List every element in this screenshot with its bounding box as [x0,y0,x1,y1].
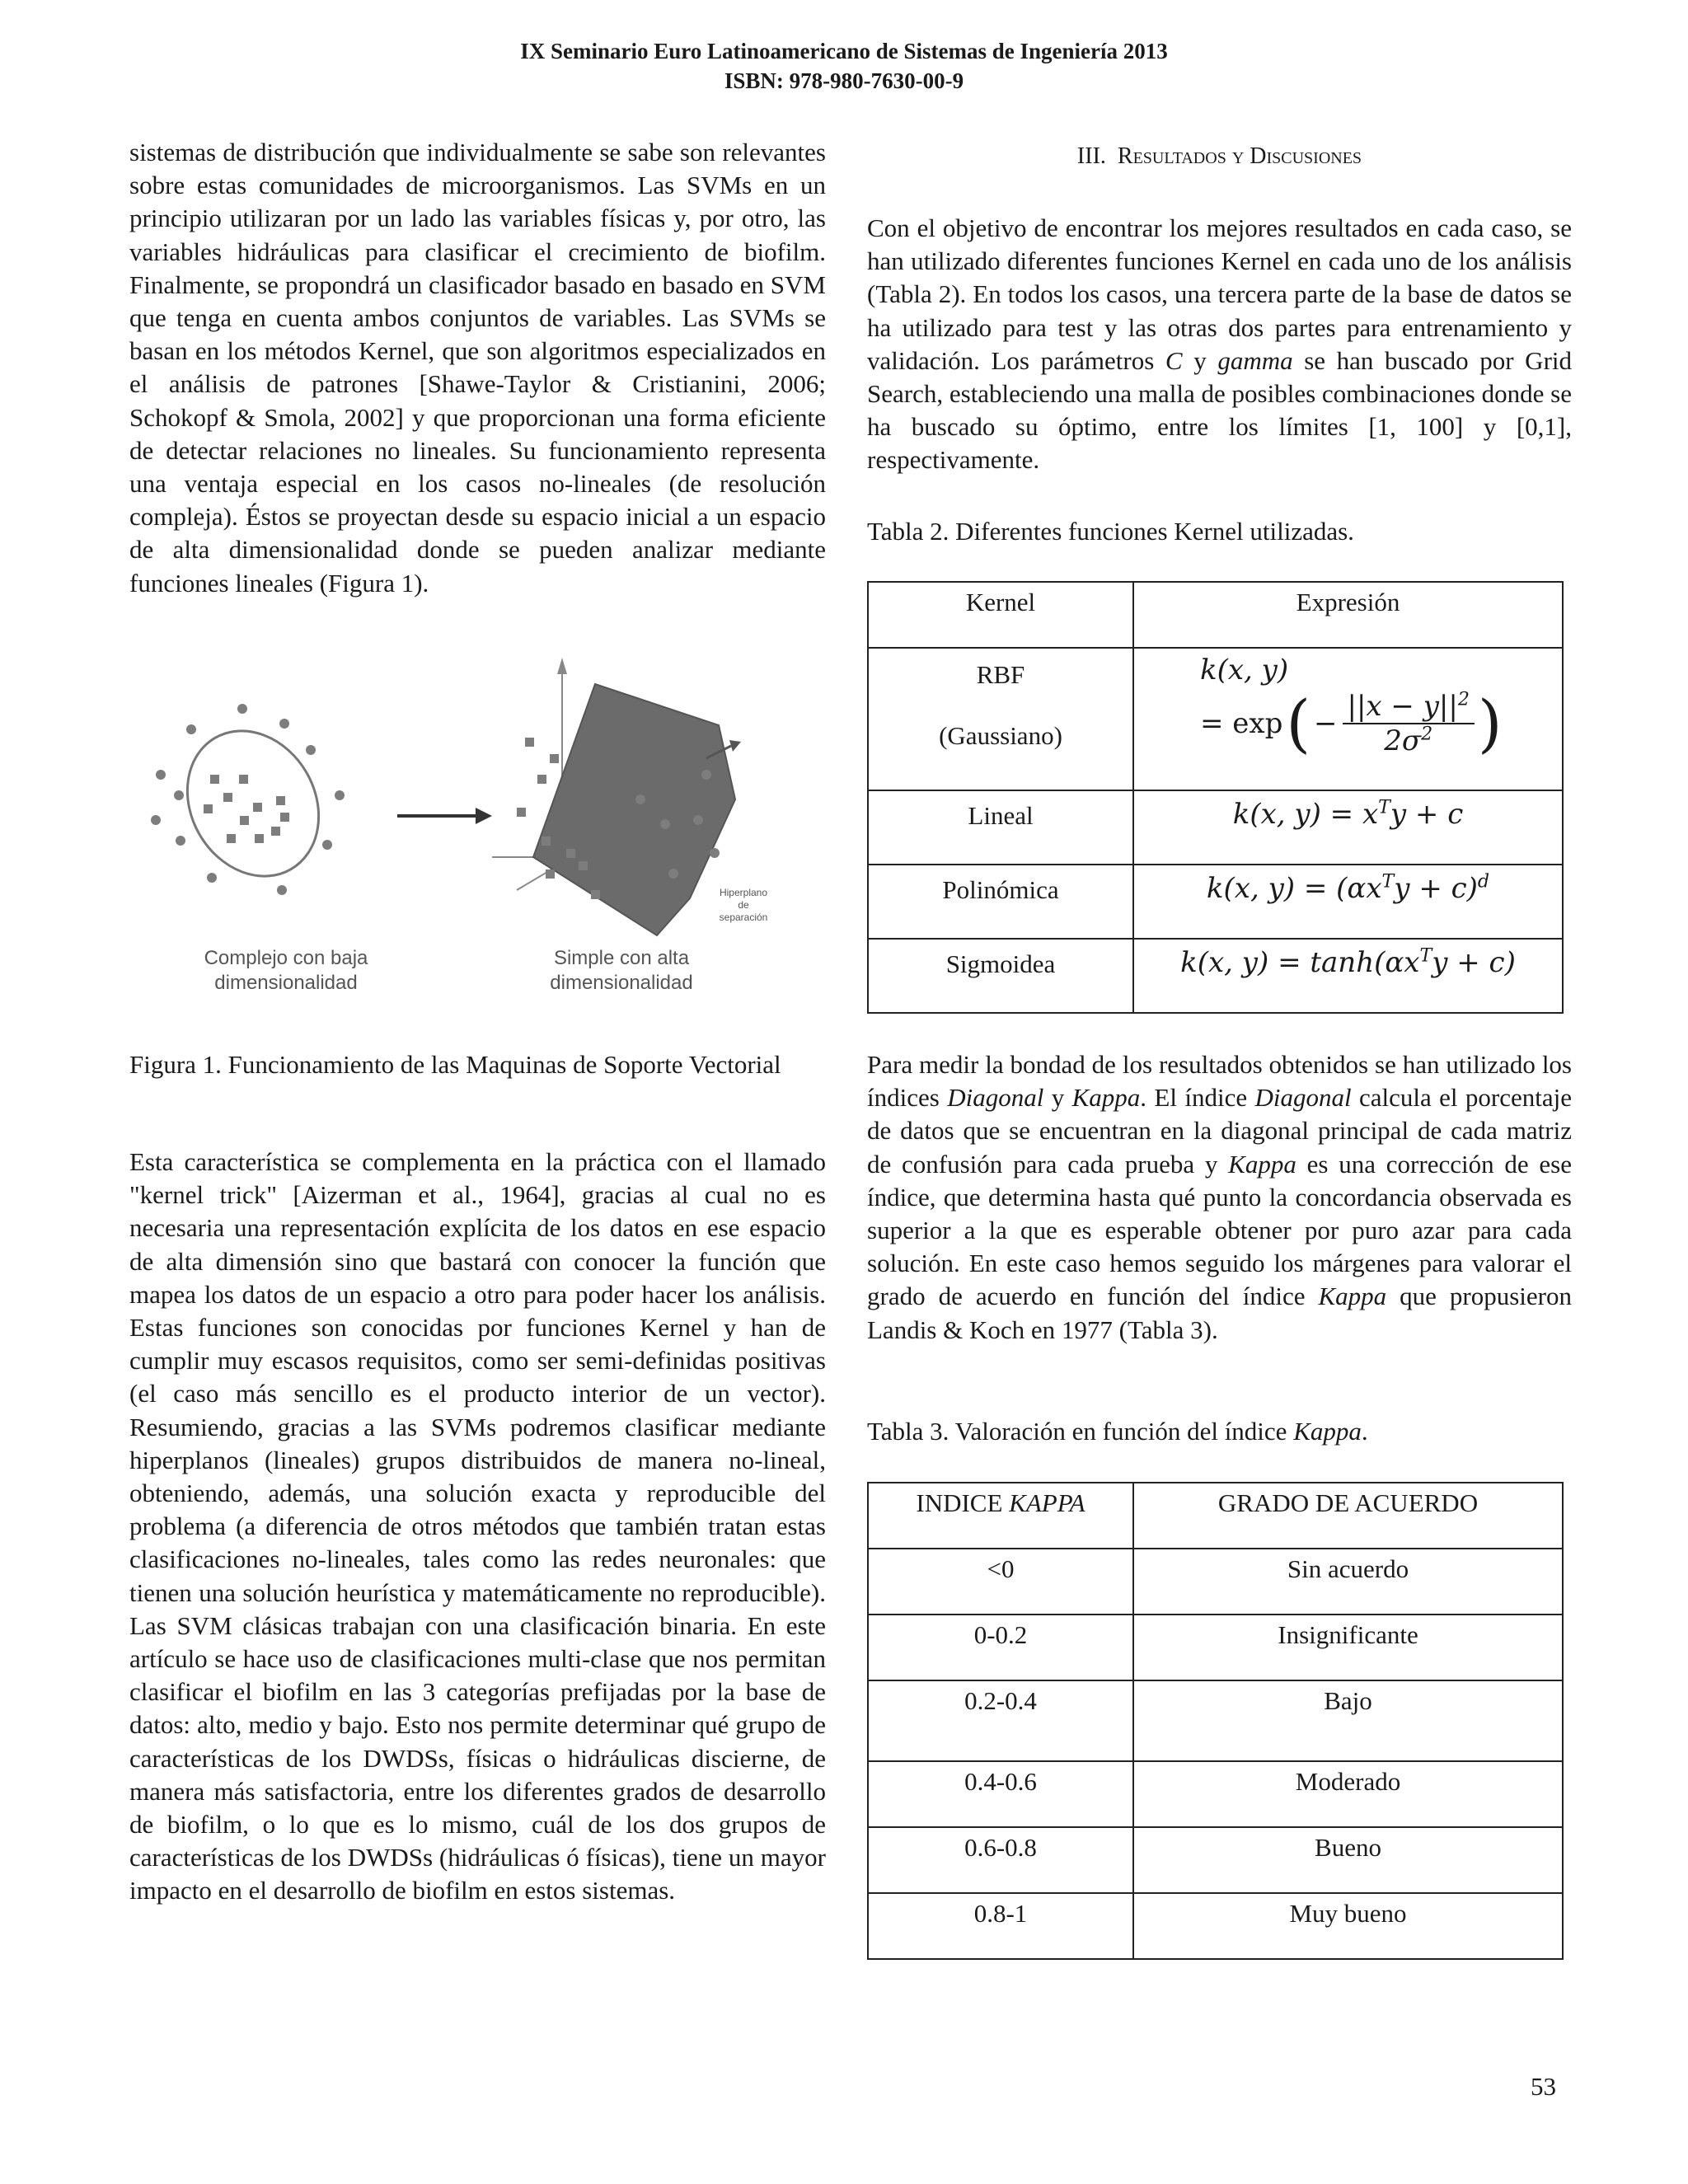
p2-kappa-1: Kappa [1071,1083,1141,1113]
rbf-numerator-text: ||x − y|| [1347,690,1458,723]
table3-range-3: 0.4-0.6 [868,1761,1133,1827]
left-panel-label-2: dimensionalidad [214,972,358,994]
section-number: III. [1076,143,1106,169]
table2-kernel-rbf [868,648,1133,790]
table2-row-sigm [868,939,1563,1013]
table2-row-rbf [868,648,1563,790]
table-kernels [867,581,1564,1014]
p2-diagonal-2: Diagonal [1254,1083,1352,1113]
table2-expr-poli [1133,865,1563,939]
rbf-subname: (Gaussiano) [939,721,1062,750]
transform-arrow [397,808,492,824]
left-column-top [129,136,826,600]
right-paragraph-2 [867,1048,1572,1347]
right-panel [492,658,767,935]
table3-header-index-text: INDICE [916,1488,1010,1517]
figure-caption-block [129,1048,826,1081]
p1-text-a: Con el objetivo de encontrar los mejores resultados en cada caso, se han utilizado diferentes funciones Kernel en cada uno de los análisis (Tabla 2). En todos los casos, una tercera parte de la base de datos se ha utilizado para test y las otras dos partes para entrenamiento y validación. Los parámetros [867,213,1572,375]
table3-caption-block [867,1415,1572,1448]
page-number: 53 [1531,2072,1556,2101]
poli-expr-tail: y + c) [1394,872,1478,905]
rbf-numerator [1343,690,1475,724]
table3-grade-5: Muy bueno [1133,1893,1563,1959]
table2-kernel-poli: Polinómica [868,865,1133,939]
table3-header-grade: GRADO DE ACUERDO [1133,1483,1563,1549]
p2-text-e: es una corrección de ese índice, que determina hasta qué punto la concordancia observada es superior a la que es esperable obtener por puro azar para cada solución. En este caso hemos seguido los márgenes para valorar el grado de acuerdo en función del índice [867,1149,1572,1311]
table3-range-2: 0.2-0.4 [868,1680,1133,1761]
table3-header-index [868,1483,1133,1549]
left-column-bottom [129,1146,826,1908]
right-paragraph-1 [867,212,1572,477]
left-panel-label-1: Complejo con baja [204,947,368,969]
page-header [0,36,1688,96]
paragraph-svm-intro: sistemas de distribución que individualmente se sabe son relevantes sobre estas comunidades de microorganismos. Las SVMs en un principio utilizaran por un lado las variables físicas y, por otro, las variables hidráulicas para clasificar el crecimiento de biofilm. Finalmente, se propondrá un clasificador basado en basado en SVM que tenga en cuenta ambos conjuntos de variables. Las SVMs se basan en los métodos Kernel, que son algoritmos especializados en el análisis de patrones [Shawe-Taylor & Cristianini, 2006; Schokopf & Smola, 2002] y que proporcionan una forma eficiente de detectar relaciones no lineales. Su funcionamiento representa una ventaja especial en los casos no-lineales (de resolución compleja). Éstos se proyectan desde su espacio inicial a un espacio de alta dimensionalidad donde se pueden analizar mediante funciones lineales (Figura 1). [129,138,826,598]
lineal-expr-exp: T [1378,796,1390,818]
table3-range-0: <0 [868,1549,1133,1615]
paragraph-kernels [867,212,1572,477]
rbf-fraction [1343,690,1475,757]
table2-header-kernel: Kernel [868,582,1133,648]
table2-kernel-lineal: Lineal [868,790,1133,865]
rbf-numerator-exp: 2 [1457,688,1470,710]
table3-grade-1: Insignificante [1133,1615,1563,1680]
rbf-expr-eq: = exp [1200,707,1283,740]
rbf-expr-line1: k(x, y) [1200,654,1289,687]
figure-caption: Figura 1. Funcionamiento de las Maquinas de Soporte Vectorial [129,1050,781,1079]
lineal-expr-tail: y + c [1390,798,1464,831]
table3-caption [867,1415,1572,1448]
table-row [868,1549,1563,1615]
table3-grade-2: Bajo [1133,1680,1563,1761]
p2-text-b: y [1043,1083,1072,1113]
p2-kappa-2: Kappa [1228,1149,1296,1179]
table2-row-poli [868,865,1563,939]
lineal-expr-head: k(x, y) = x [1232,798,1379,831]
rbf-expr-line2 [1200,687,1554,760]
table-row [868,1761,1563,1827]
hyperplane-label-2: de [738,899,749,911]
table3-range-1: 0-0.2 [868,1615,1133,1680]
paragraph-indices [867,1048,1572,1347]
table2-header-row [868,582,1563,648]
sigm-expr-exp: T [1419,944,1432,967]
figure-svm-drawing [129,651,826,1014]
p1-text-b: y [1182,345,1218,375]
p1-text-d: se han buscado por Grid Search, estableciendo una malla de posibles combinaciones donde se ha buscado su óptimo, entre los límites [1, 100] y [0,1], respectivamente. [867,345,1572,475]
table2-row-lineal [868,790,1563,865]
p2-kappa-3: Kappa [1318,1282,1387,1311]
p1-param-gamma: gamma [1217,345,1293,375]
table-row [868,1680,1563,1761]
right-panel-label-2: dimensionalidad [550,972,693,994]
table-row [868,1615,1563,1680]
paragraph-kernel-trick: Esta característica se complementa en la práctica con el llamado "kernel trick" [Aizerman et al., 1964], gracias al cual no es necesaria una representación explícita de los datos en ese espacio de alta dimensión sino que bastará con conocer la función que mapea los datos de un espacio a otro para poder hacer los análisis. Estas funciones son conocidas por funciones Kernel y han de cumplir muy escasos requisitos, como ser semi-definidas positivas (el caso más sencillo es el producto interior de un vector). Resumiendo, gracias a las SVMs podremos clasificar mediante hiperplanos (lineales) grupos distribuidos de manera no-lineal, obteniendo, además, una solución exacta y reproducible del problema (a diferencia de otros métodos que también tratan estas clasificaciones no-lineales, tales como las redes neuronales: que tienen una solución heurística y matemáticamente no reproducible). Las SVM clásicas trabajan con una clasificación binaria. En este artículo se hace uso de clasificaciones multi-clase que nos permitan clasificar el biofilm en las 3 categorías prefijadas por la base de datos: alto, medio y bajo. Esto nos permite determinar qué grupo de características de los DWDSs, físicas o hidráulicas discierne, de manera más satisfactoria, entre los diferentes grados de desarrollo de biofilm, o lo que es lo mismo, cuál de los dos grupos de características de los DWDSs (hidráulicas ó físicas), tiene un mayor impacto en el desarrollo de biofilm en estos sistemas. [129,1147,826,1905]
table3-caption-dot: . [1361,1417,1368,1446]
isbn: ISBN: 978-980-7630-00-9 [724,68,964,93]
table3-caption-text: Tabla 3. Valoración en función del índice [867,1417,1294,1446]
p2-text-d: calcula el porcentaje de datos que se encuentran en la diagonal principal de cada matriz de confusión para cada prueba y [867,1083,1573,1179]
table2-caption-block [867,515,1572,548]
table-kappa [867,1482,1564,1960]
section-heading [867,140,1572,173]
rbf-denominator-text: 2σ [1384,724,1422,757]
table3-grade-4: Bueno [1133,1827,1563,1893]
hyperplane-label-1: Hiperplano [719,887,768,898]
figure-svm [129,651,826,1014]
sigm-expr-tail: y + c) [1432,946,1516,979]
table3-grade-3: Moderado [1133,1761,1563,1827]
poli-expr-head: k(x, y) = (αx [1206,872,1382,905]
poli-expr-exp-t: T [1381,870,1395,893]
table2-expr-lineal [1133,790,1563,865]
p1-param-c: C [1165,345,1183,375]
table2-kernel-sigm: Sigmoidea [868,939,1133,1013]
table3-grade-0: Sin acuerdo [1133,1549,1563,1615]
sigm-expr-head: k(x, y) = tanh(αx [1180,946,1420,979]
table3-caption-kappa: Kappa [1293,1417,1362,1446]
poli-expr-exp-d: d [1477,870,1490,893]
rbf-denominator-exp: 2 [1421,723,1433,745]
table2-caption: Tabla 2. Diferentes funciones Kernel utilizadas. [867,517,1354,546]
table2-header-expression: Expresión [1133,582,1563,648]
table3-range-4: 0.6-0.8 [868,1827,1133,1893]
section-title [867,140,1572,173]
left-panel [151,704,345,900]
right-panel-label-1: Simple con alta [553,947,690,969]
table-row [868,1893,1563,1959]
table2-expr-sigm [1133,939,1563,1013]
table-row [868,1827,1563,1893]
table3-header-kappa: KAPPA [1009,1488,1085,1517]
rbf-denominator [1384,724,1432,757]
conference-title: IX Seminario Euro Latinoamericano de Sistemas de Ingeniería 2013 [520,39,1168,63]
p2-text-c: . El índice [1140,1083,1255,1113]
p2-text-a: Para medir la bondad de los resultados obtenidos se han utilizado los índices [867,1050,1572,1113]
rbf-name: RBF [976,660,1025,689]
section-title-text: Resultados y Discusiones [1117,143,1362,169]
rbf-paren-open: ( [1286,687,1311,760]
rbf-paren-close: ) [1477,687,1503,760]
rbf-minus: − [1314,707,1338,740]
table3-range-5: 0.8-1 [868,1893,1133,1959]
table3-header-row [868,1483,1563,1549]
table2-expr-rbf [1133,648,1563,790]
p2-diagonal-1: Diagonal [947,1083,1044,1113]
p2-text-f: que propusieron Landis & Koch en 1977 (Tabla 3). [867,1282,1573,1344]
hyperplane-label-3: separación [719,912,768,923]
